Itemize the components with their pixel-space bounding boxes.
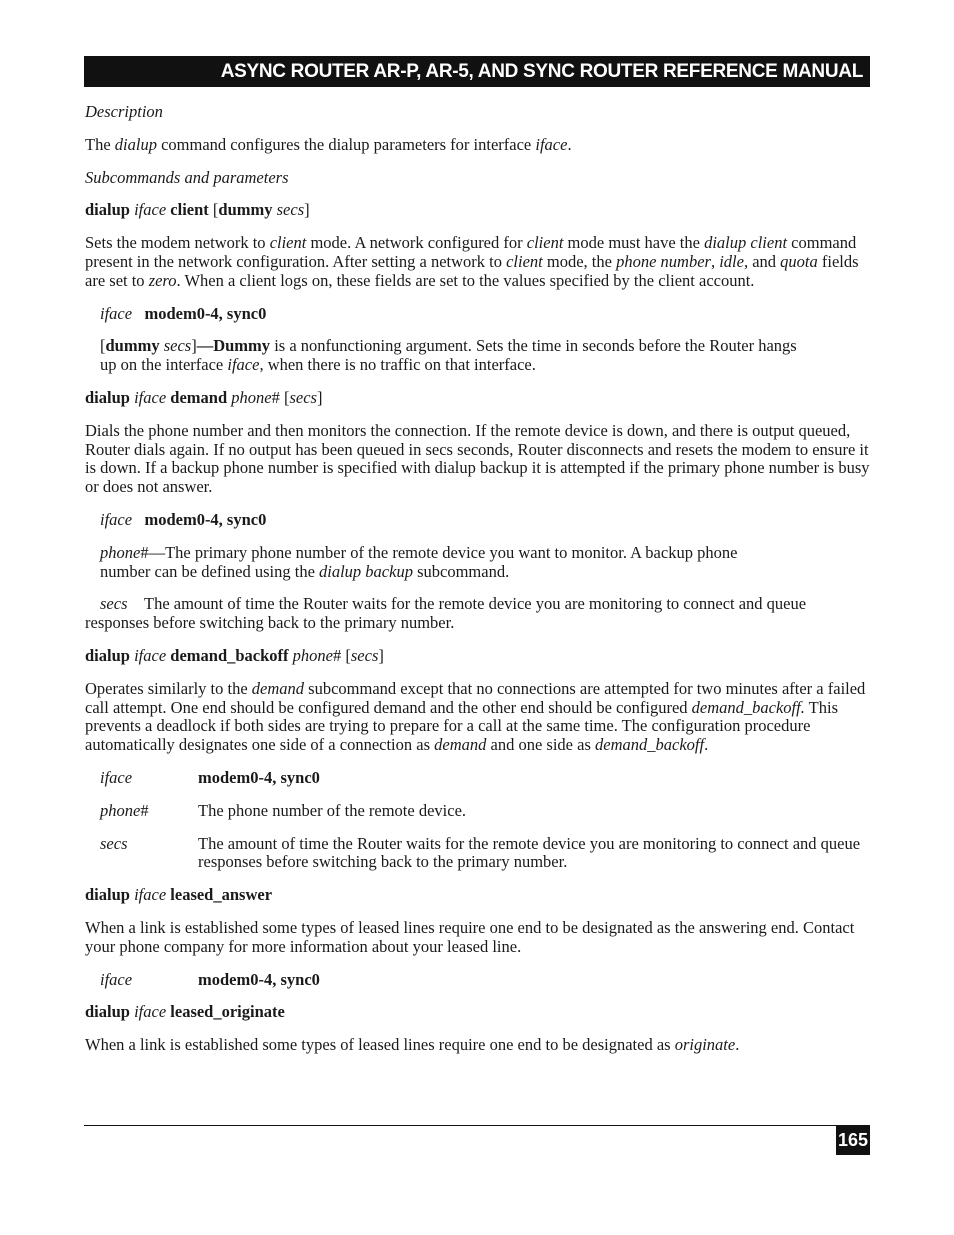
page-body [85,103,870,1069]
param-key: phone# [100,800,149,820]
demand-backoff-param-list [85,769,870,872]
param-key: secs [100,833,128,853]
section-heading-description: Description [85,102,163,121]
command-syntax-demand-backoff: dialup iface demand_backoff phone# [secs] [85,645,384,665]
client-description: Sets the modem network to client mode. A network configured for client mode must have the dialup client command present in the network configuration. After setting a network to client mode, the phone number, idle, and quota fields are set to zero. When a client logs on, these fields are set to the values specified by the client account. [85,233,859,290]
command-syntax-leased-answer: dialup iface leased_answer [85,885,273,905]
demand-description: Dials the phone number and then monitors the connection. If the remote device is down, and there is output queued, Router dials again. If no output has been queued in secs seconds, Router disconnects and resets the modem to ensure it is down. If a backup phone number is specified with dialup backup it is attempted if the primary phone number is busy or does not answer. [85,420,870,497]
param-row-iface [100,769,870,788]
leased-answer-description: When a link is established some types of leased lines require one end to be designated as the answering end. Contact your phone company for more information about your leased line. [85,917,855,956]
param-value: The phone number of the remote device. [198,800,467,820]
param-row-secs [100,835,870,873]
client-iface-param: iface modem0-4, sync0 [100,303,267,323]
command-syntax-client: dialup iface client [dummy secs] [85,200,310,220]
leased-answer-iface-param: iface modem0-4, sync0 [100,969,320,989]
section-heading-subcommands: Subcommands and parameters [85,167,289,187]
param-value: modem0-4, sync0 [198,767,320,787]
demand-phone-param: phone#—The primary phone number of the remote device you want to monitor. A backup phone number can be defined using the dialup backup subcommand. [100,542,738,581]
param-row-phone [100,802,870,821]
command-syntax-leased-originate: dialup iface leased_originate [85,1002,285,1022]
page-number: 165 [836,1125,870,1155]
demand-iface-param: iface modem0-4, sync0 [100,509,267,529]
running-header: ASYNC ROUTER AR-P, AR-5, AND SYNC ROUTER REFERENCE MANUAL [84,56,870,87]
demand-backoff-description: Operates similarly to the demand subcommand except that no connections are attempted for two minutes after a failed call attempt. One end should be configured demand and the other end should be configured demand_backoff. This prevents a deadlock if both sides are trying to prepare for a call at the same time. The configuration procedure automatically designates one side of a connection as demand and one side as demand_backoff. [85,678,866,755]
footer-rule [84,1125,870,1126]
leased-originate-description: When a link is established some types of leased lines require one end to be designated as originate. [85,1035,740,1055]
command-syntax-demand: dialup iface demand phone# [secs] [85,387,323,407]
description-paragraph: The dialup command configures the dialup parameters for interface iface. [85,134,572,154]
client-dummy-param: [dummy secs]—Dummy is a nonfunctioning argument. Sets the time in seconds before the Router hangs up on the interface iface, when there is no traffic on that interface. [100,336,797,375]
param-value: The amount of time the Router waits for the remote device you are monitoring to connect and queue responses before switching back to the primary number. [198,833,861,872]
param-key: iface [100,767,133,787]
demand-secs-param: secs The amount of time the Router waits for the remote device you are monitoring to connect and queue responses before switching back to the primary number. [85,594,807,633]
